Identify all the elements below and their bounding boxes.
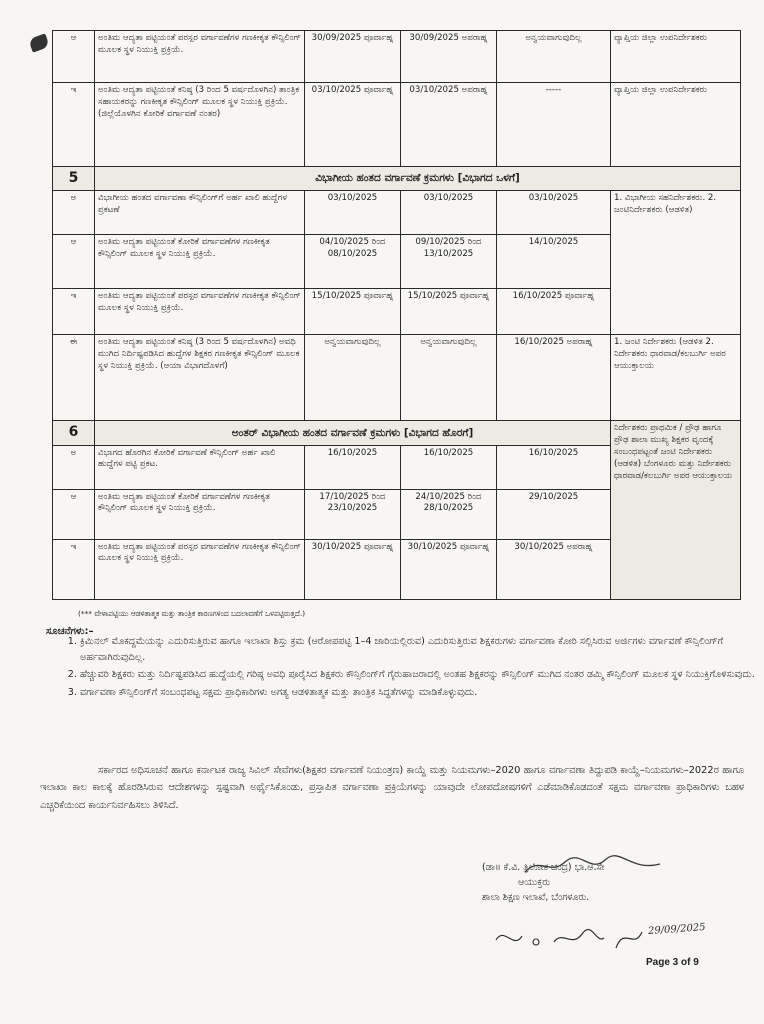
- date-cell: 15/10/2025 ಪೂರ್ವಾಹ್ನ: [401, 289, 497, 335]
- date-cell: 03/10/2025: [401, 191, 497, 235]
- date-cell: -----: [497, 83, 611, 167]
- table-row: [53, 191, 741, 235]
- section-title: ಅಂತರ್ ವಿಭಾಗೀಯ ಹಂತದ ವರ್ಗಾವಣೆ ಕ್ರಮಗಳು [ವಿಭಾಗದ ಹೊರಗೆ]: [95, 421, 611, 445]
- signatory-designation: ಆಯುಕ್ತರು: [518, 877, 551, 889]
- notes-list: [58, 634, 760, 702]
- note-item: 3. ವರ್ಗಾವಣಾ ಕೌನ್ಸಿಲಿಂಗ್‌ಗೆ ಸಂಬಂಧಪಟ್ಟ ಸಕ್ಷಮ ಪ್ರಾಧಿಕಾರಿಗಳು ಅಗತ್ಯ ಆಡಳಿತಾತ್ಮಕ ಮತ್ತು ತಾಂತ್ರಿಕ ಸಿದ್ಧತೆಗಳನ್ನು ಮಾಡಿಕೊಳ್ಳುವುದು.: [80, 685, 760, 701]
- note-item: 2. ಹೆಚ್ಚುವರಿ ಶಿಕ್ಷಕರು ಮತ್ತು ನಿರ್ದಿಷ್ಟಪಡಿಸಿದ ಹುದ್ದೆಯಲ್ಲಿ ಗರಿಷ್ಠ ಅವಧಿ ಪೂರೈಸಿದ ಶಿಕ್ಷಕರು ಕೌನ್ಸಿಲಿಂಗ್‌ಗೆ ಗೈರುಹಾಜರಾದಲ್ಲಿ ಅಂತಹ ಶಿಕ್ಷಕರನ್ನು ಕೌನ್ಸಿಲಿಂಗ್ ಮುಗಿದ ನಂತರ ಡಮ್ಮಿ ಕೌನ್ಸಿಲಿಂಗ್ ಮೂಲಕ ಸ್ಥಳ ನಿಯುಕ್ತಿಗೊಳಿಸುವುದು.: [80, 667, 760, 683]
- row-index: ಅ: [53, 445, 95, 489]
- row-index: ಈ: [53, 335, 95, 421]
- date-cell: ಅನ್ವಯವಾಗುವುದಿಲ್ಲ: [497, 31, 611, 83]
- date-cell: 29/10/2025: [497, 489, 611, 539]
- section-header: [53, 167, 741, 191]
- date-cell: 03/10/2025 ಅಪರಾಹ್ನ: [401, 83, 497, 167]
- date-cell: 03/10/2025: [497, 191, 611, 235]
- schedule-footnote: (*** ವೇಳಾಪಟ್ಟಿಯು ಆಡಳಿತಾತ್ಮಕ ಮತ್ತು ತಾಂತ್ರಿಕ ಕಾರಣಗಳಿಂದ ಬದಲಾವಣೆಗೆ ಒಳಪಟ್ಟಿರುತ್ತದೆ.): [78, 609, 306, 618]
- signature-scribble: [520, 852, 670, 880]
- handwritten-date: 29/09/2025: [647, 922, 706, 937]
- transfer-schedule-table: [52, 30, 741, 600]
- section-number: 6: [53, 421, 95, 445]
- signatory-name: (ಡಾ॥ ಕೆ.ವಿ. ತ್ರಿಲೋಕ ಚಂದ್ರ) ಭಾ.ಆ.ಸೇ: [482, 862, 605, 873]
- date-cell: 09/10/2025 ರಿಂದ 13/10/2025: [401, 235, 497, 289]
- section-title: ವಿಭಾಗೀಯ ಹಂತದ ವರ್ಗಾವಣೆ ಕ್ರಮಗಳು [ವಿಭಾಗದ ಒಳಗೆ]: [95, 167, 741, 191]
- row-description: ಅಂತಿಮ ಆದ್ಯತಾ ಪಟ್ಟಿಯಂತೆ ಪರಸ್ಪರ ವರ್ಗಾವಣೆಗಳ ಗಣಕೀಕೃತ ಕೌನ್ಸಿಲಿಂಗ್ ಮೂಲಕ ಸ್ಥಳ ನಿಯುಕ್ತಿ ಪ್ರಕ್ರಿಯೆ.: [95, 539, 305, 599]
- date-cell: 15/10/2025 ಪೂರ್ವಾಹ್ನ: [305, 289, 401, 335]
- row-description: ವಿಭಾಗದ ಹೊರಗಿನ ಕೋರಿಕೆ ವರ್ಗಾವಣೆ ಕೌನ್ಸಿಲಿಂಗ್ ಅರ್ಹ ಖಾಲಿ ಹುದ್ದೆಗಳ ಪಟ್ಟಿ ಪ್ರಕಟ.: [95, 445, 305, 489]
- date-cell: ಅನ್ವಯವಾಗುವುದಿಲ್ಲ: [305, 335, 401, 421]
- row-index: ಆ: [53, 31, 95, 83]
- signatory-office: ಶಾಲಾ ಶಿಕ್ಷಣ ಇಲಾಖೆ, ಬೆಂಗಳೂರು.: [482, 892, 590, 904]
- note-item: 1. ಕ್ರಿಮಿನಲ್ ಮೊಕದ್ದಮೆಯನ್ನು ಎದುರಿಸುತ್ತಿರುವ ಹಾಗೂ ಇಲಾಖಾ ಶಿಸ್ತು ಕ್ರಮ (ಆರೋಪಪಟ್ಟಿ 1–4 ಜಾರಿಯಲ್ಲಿರುವ) ಎದುರಿಸುತ್ತಿರುವ ಶಿಕ್ಷಕರುಗಳು ವರ್ಗಾವಣಾ ಕೋರಿ ಸಲ್ಲಿಸಿರುವ ಅರ್ಜಿಗಳು ವರ್ಗಾವಣೆ ಕೌನ್ಸಿಲಿಂಗ್‌ಗೆ ಅರ್ಹವಾಗಿರುವುದಿಲ್ಲ.: [80, 634, 760, 665]
- row-index: ಅ: [53, 191, 95, 235]
- date-cell: 16/10/2025: [305, 445, 401, 489]
- date-cell: 30/10/2025 ಅಪರಾಹ್ನ: [497, 539, 611, 599]
- date-cell: 24/10/2025 ರಿಂದ 28/10/2025: [401, 489, 497, 539]
- page-number: Page 3 of 9: [646, 957, 699, 968]
- authority-cell: ವ್ಯಾಪ್ತಿಯ ಜಿಲ್ಲಾ ಉಪನಿರ್ದೇಶಕರು: [611, 83, 741, 167]
- date-cell: 17/10/2025 ರಿಂದ 23/10/2025: [305, 489, 401, 539]
- date-cell: 03/10/2025 ಪೂರ್ವಾಹ್ನ: [305, 83, 401, 167]
- date-cell: 03/10/2025: [305, 191, 401, 235]
- date-cell: 30/09/2025 ಅಪರಾಹ್ನ: [401, 31, 497, 83]
- section-number: 5: [53, 167, 95, 191]
- authority-cell: ವ್ಯಾಪ್ತಿಯ ಜಿಲ್ಲಾ ಉಪನಿರ್ದೇಶಕರು: [611, 31, 741, 83]
- table-row: [53, 83, 741, 167]
- date-cell: 04/10/2025 ರಿಂದ 08/10/2025: [305, 235, 401, 289]
- row-description: ಅಂತಿಮ ಆದ್ಯತಾ ಪಟ್ಟಿಯಂತೆ ಕೋರಿಕೆ ವರ್ಗಾವಣೆಗಳ ಗಣಕೀಕೃತ ಕೌನ್ಸಿಲಿಂಗ್ ಮೂಲಕ ಸ್ಥಳ ನಿಯುಕ್ತಿ ಪ್ರಕ್ರಿಯೆ.: [95, 489, 305, 539]
- date-cell: 16/10/2025: [401, 445, 497, 489]
- punch-mark: [28, 33, 50, 52]
- table-row: [53, 335, 741, 421]
- date-cell: 30/09/2025 ಪೂರ್ವಾಹ್ನ: [305, 31, 401, 83]
- notes-heading: ಸೂಚನೆಗಳು:–: [46, 626, 94, 637]
- row-index: ಇ: [53, 539, 95, 599]
- row-index: ಆ: [53, 489, 95, 539]
- date-cell: 14/10/2025: [497, 235, 611, 289]
- row-description: ವಿಭಾಗೀಯ ಹಂತದ ವರ್ಗಾವಣಾ ಕೌನ್ಸಿಲಿಂಗ್‌ಗೆ ಅರ್ಹ ಖಾಲಿ ಹುದ್ದೆಗಳ ಪ್ರಕಟಣೆ: [95, 191, 305, 235]
- row-index: ಇ: [53, 289, 95, 335]
- table-row: [53, 31, 741, 83]
- row-description: ಅಂತಿಮ ಆದ್ಯತಾ ಪಟ್ಟಿಯಂತೆ ಪರಸ್ಪರ ವರ್ಗಾವಣೆಗಳ ಗಣಕೀಕೃತ ಕೌನ್ಸಿಲಿಂಗ್ ಮೂಲಕ ಸ್ಥಳ ನಿಯುಕ್ತಿ ಪ್ರಕ್ರಿಯೆ.: [95, 289, 305, 335]
- row-index: ಆ: [53, 235, 95, 289]
- closing-paragraph: ಸರ್ಕಾರದ ಅಧಿಸೂಚನೆ ಹಾಗೂ ಕರ್ನಾಟಕ ರಾಜ್ಯ ಸಿವಿಲ್ ಸೇವೆಗಳು(ಶಿಕ್ಷಕರ ವರ್ಗಾವಣೆ ನಿಯಂತ್ರಣ) ಕಾಯ್ದೆ ಮತ್ತು ನಿಯಮಗಳು–2020 ಹಾಗೂ ವರ್ಗಾವಣಾ ತಿದ್ದುಪಡಿ ಕಾಯ್ದೆ–ನಿಯಮಗಳು–2022ರ ಹಾಗೂ ಇಲಾಖಾ ಕಾಲ ಕಾಲಕ್ಕೆ ಹೊರಡಿಸಿರುವ ಆದೇಶಗಳನ್ನು ಸ್ಪಷ್ಟವಾಗಿ ಅರ್ಥೈಸಿಕೊಂಡು, ಪ್ರಸ್ತಾಪಿತ ವರ್ಗಾವಣಾ ಪ್ರಕ್ರಿಯೆಗಳನ್ನು ಯಾವುದೇ ಲೋಪದೋಷಗಳಿಗೆ ಎಡೆಮಾಡಿಕೊಡದಂತೆ ಸಕ್ಷಮ ವರ್ಗಾವಣಾ ಪ್ರಾಧಿಕಾರಿಗಳು ಬಹಳ ಎಚ್ಚರಿಕೆಯಿಂದ ಕಾರ್ಯನಿರ್ವಹಿಸಲು ತಿಳಿಸಿದೆ.: [40, 765, 744, 811]
- row-description: ಅಂತಿಮ ಆದ್ಯತಾ ಪಟ್ಟಿಯಂತೆ ಪರಸ್ಪರ ವರ್ಗಾವಣೆಗಳ ಗಣಕೀಕೃತ ಕೌನ್ಸಿಲಿಂಗ್ ಮೂಲಕ ಸ್ಥಳ ನಿಯುಕ್ತಿ ಪ್ರಕ್ರಿಯೆ.: [95, 31, 305, 83]
- row-description: ಅಂತಿಮ ಆದ್ಯತಾ ಪಟ್ಟಿಯಂತೆ ಕನಿಷ್ಠ (3 ರಿಂದ 5 ವರ್ಷದೊಳಗಿನ) ತಾಂತ್ರಿಕ ಸಹಾಯಕರನ್ನು ಗಣಕೀಕೃತ ಕೌನ್ಸಿಲಿಂಗ್ ಮೂಲಕ ಸ್ಥಳ ನಿಯುಕ್ತಿ ಪ್ರಕ್ರಿಯೆ. (ಜಿಲ್ಲೆಯೊಳಗಿನ ಕೋರಿಕೆ ವರ್ಗಾವಣೆ ನಂತರ): [95, 83, 305, 167]
- date-cell: 16/10/2025: [497, 445, 611, 489]
- date-cell: 30/10/2025 ಪೂರ್ವಾಹ್ನ: [305, 539, 401, 599]
- authority-cell: 1. ಜಂಟಿ ನಿರ್ದೇಶಕರು (ಆಡಳಿತ 2. ನಿರ್ದೇಶಕರು ಧಾರವಾಡ/ಕಲಬುರ್ಗಿ ಅಪರ ಆಯುಕ್ತಾಲಯ: [611, 335, 741, 421]
- date-cell: 30/10/2025 ಪೂರ್ವಾಹ್ನ: [401, 539, 497, 599]
- section-header: [53, 421, 741, 445]
- date-cell: ಅನ್ವಯವಾಗುವುದಿಲ್ಲ: [401, 335, 497, 421]
- date-cell: 16/10/2025 ಪೂರ್ವಾಹ್ನ: [497, 289, 611, 335]
- authority-cell: ನಿರ್ದೇಶಕರು ಪ್ರಾಥಮಿಕ / ಪ್ರೌಢ ಹಾಗೂ ಪ್ರೌಢ ಶಾಲಾ ಮುಖ್ಯ ಶಿಕ್ಷಕರ ವೃಂದಕ್ಕೆ ಸಂಬಂಧಪಟ್ಟಂತೆ ಜಂಟಿ ನಿರ್ದೇಶಕರು (ಆಡಳಿತ) ಬೆಂಗಳೂರು ಮತ್ತು ನಿರ್ದೇಶಕರು ಧಾರವಾಡ/ಕಲಬುರ್ಗಿ ಅಪರ ಆಯುಕ್ತಾಲಯ: [611, 421, 741, 599]
- row-index: ಇ: [53, 83, 95, 167]
- authority-cell: 1. ವಿಭಾಗೀಯ ಸಹನಿರ್ದೇಶಕರು. 2. ಜಂಟಿನಿರ್ದೇಶಕರು (ಆಡಳಿತ): [611, 191, 741, 335]
- row-description: ಅಂತಿಮ ಆದ್ಯತಾ ಪಟ್ಟಿಯಂತೆ ಕನಿಷ್ಠ (3 ರಿಂದ 5 ವರ್ಷದೊಳಗಿನ) ಅವಧಿ ಮುಗಿದ ನಿರ್ದಿಷ್ಟಪಡಿಸಿದ ಹುದ್ದೆಗಳ ಶಿಕ್ಷಕರ ಗಣಕೀಕೃತ ಕೌನ್ಸಿಲಿಂಗ್ ಮೂಲಕ ಸ್ಥಳ ನಿಯುಕ್ತಿ ಪ್ರಕ್ರಿಯೆ. (ಆಯಾ ವಿಭಾಗದೊಳಗೆ): [95, 335, 305, 421]
- row-description: ಅಂತಿಮ ಆದ್ಯತಾ ಪಟ್ಟಿಯಂತೆ ಕೋರಿಕೆ ವರ್ಗಾವಣೆಗಳ ಗಣಕೀಕೃತ ಕೌನ್ಸಿಲಿಂಗ್ ಮೂಲಕ ಸ್ಥಳ ನಿಯುಕ್ತಿ ಪ್ರಕ್ರಿಯೆ.: [95, 235, 305, 289]
- date-cell: 16/10/2025 ಅಪರಾಹ್ನ: [497, 335, 611, 421]
